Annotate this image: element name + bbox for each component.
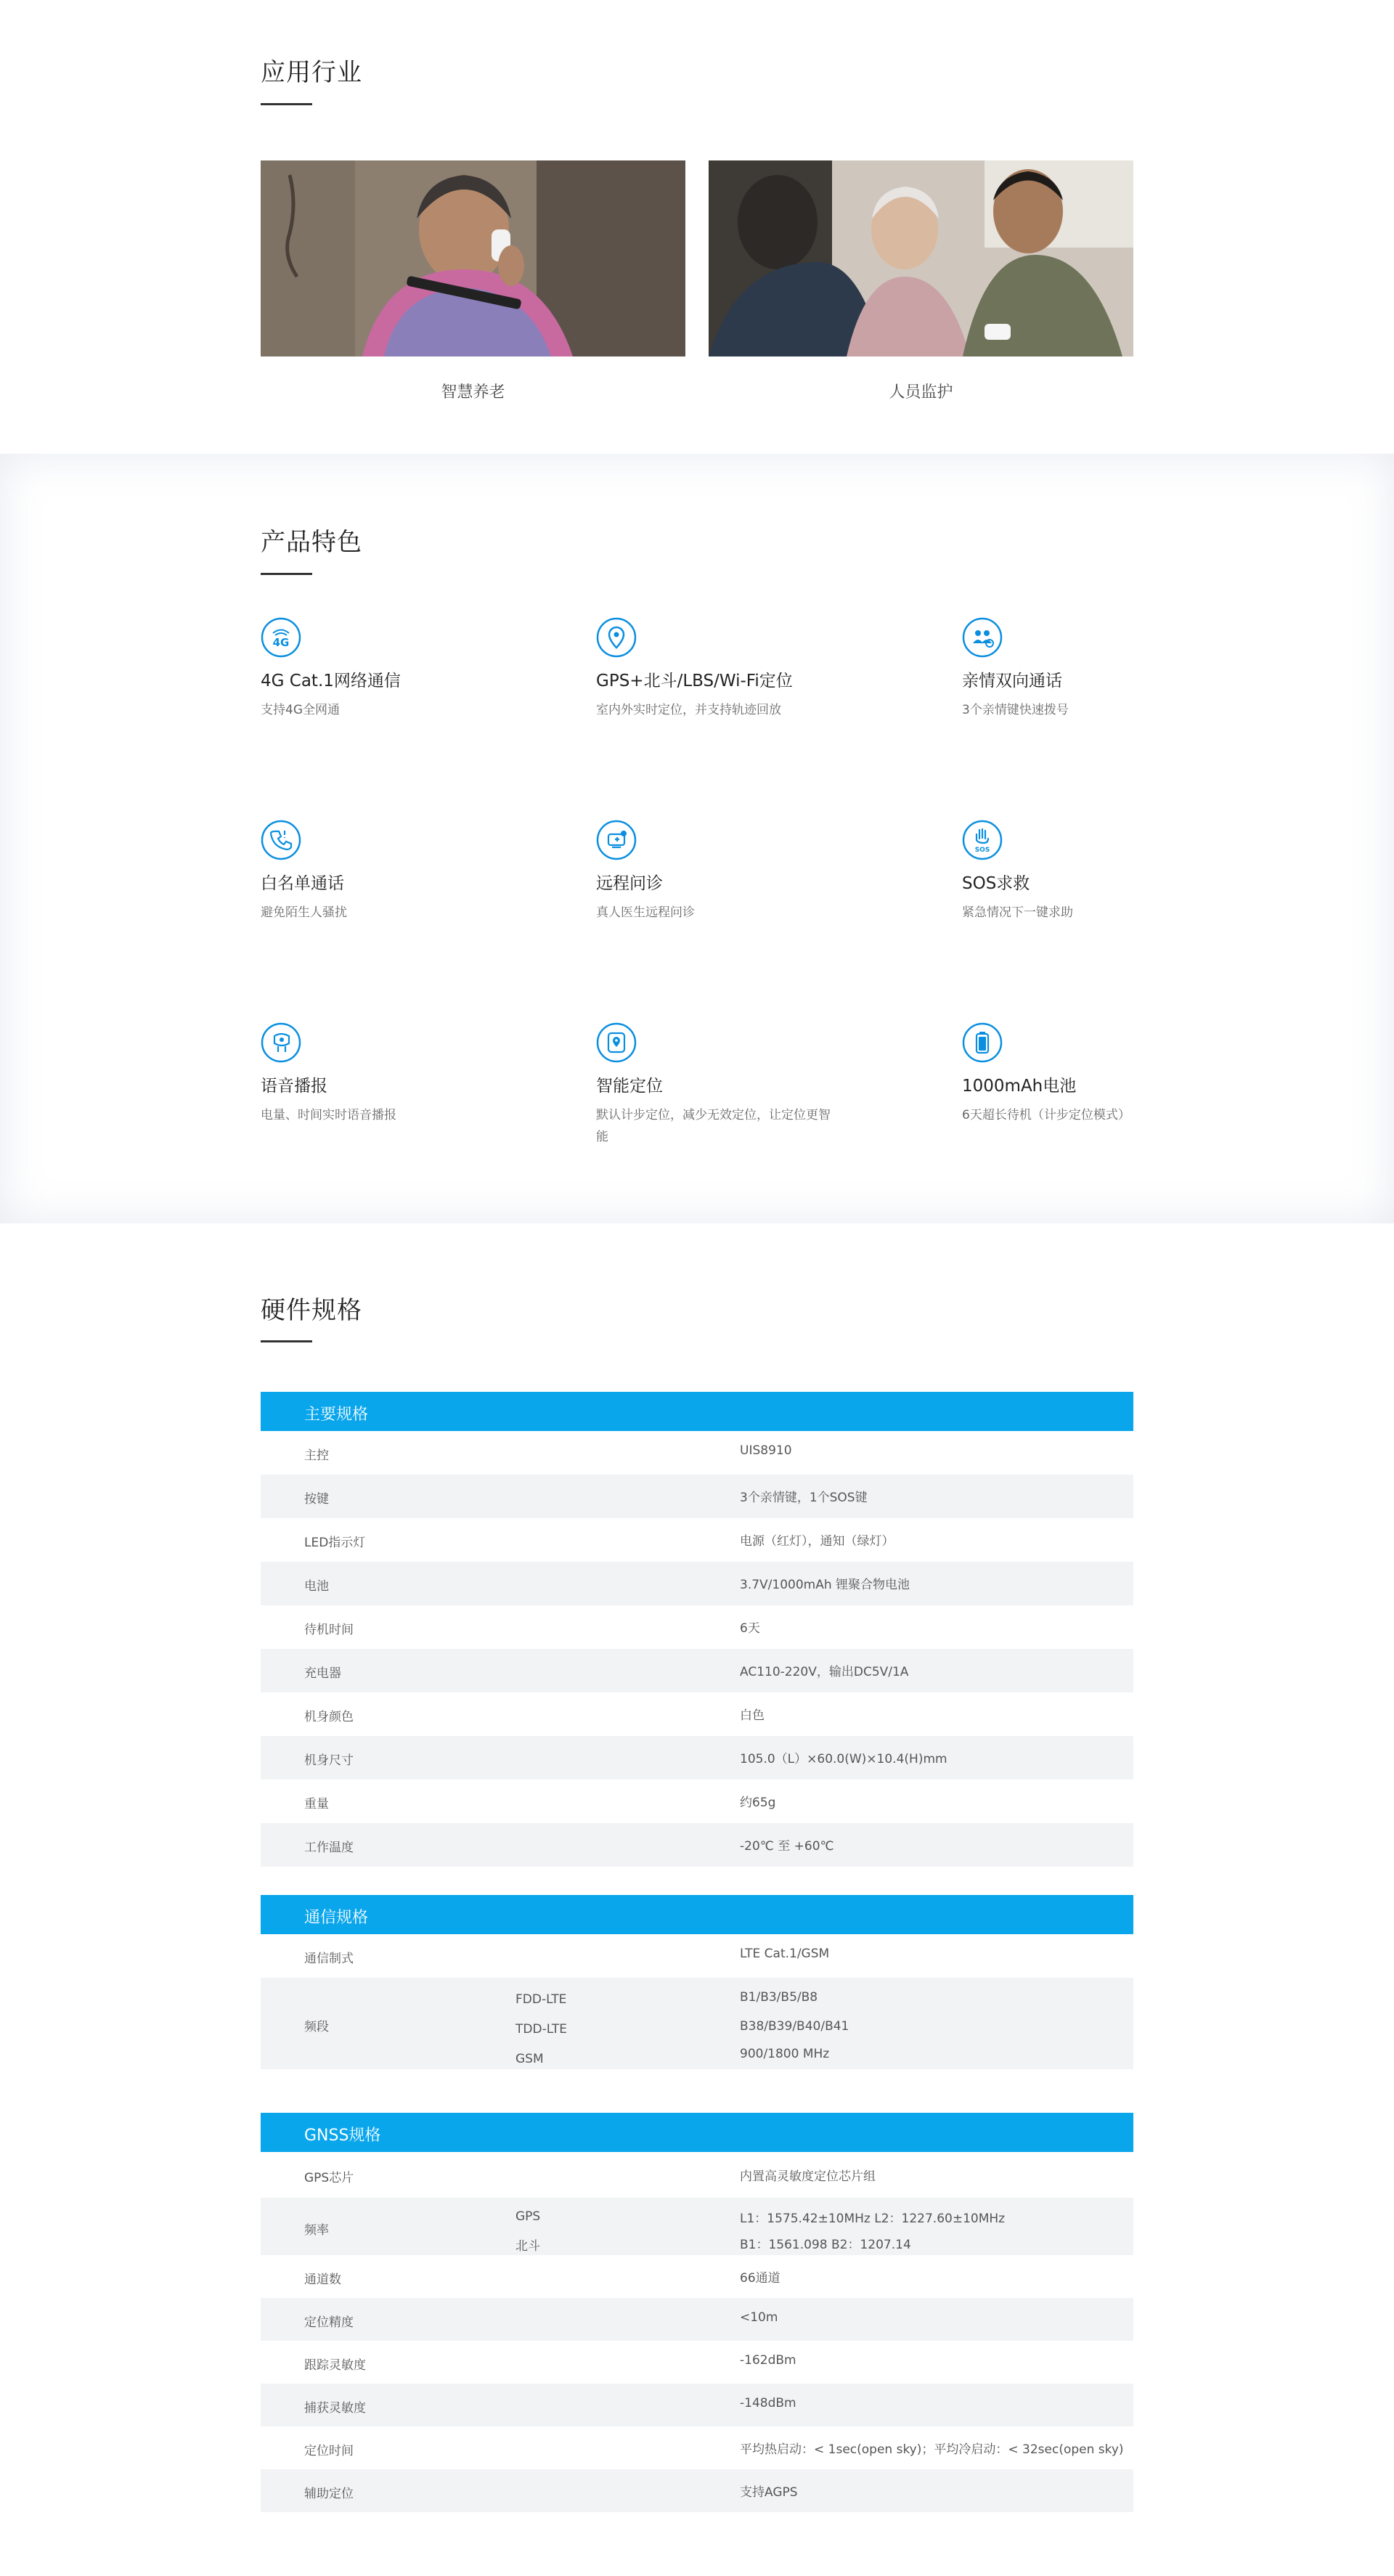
table-row <box>261 1934 1133 1978</box>
feature-title: 智能定位 <box>596 1077 663 1096</box>
phone-whitelist-icon <box>261 820 301 860</box>
spec-value: 白色 <box>740 1708 765 1723</box>
spec-value: -20℃ 至 +60℃ <box>740 1839 834 1854</box>
feature-desc: 默认计步定位，减少无效定位，让定位更智能 <box>596 1108 831 1144</box>
spec-key: LED指示灯 <box>304 1536 366 1550</box>
feature-title: SOS求救 <box>962 874 1030 893</box>
spec-key: 捕获灵敏度 <box>304 2401 366 2416</box>
table-row <box>261 2298 1133 2341</box>
spec-value: 3.7V/1000mAh 锂聚合物电池 <box>740 1578 910 1592</box>
spec-value: -162dBm <box>740 2353 796 2368</box>
spec-value: AC110-220V，输出DC5V/1A <box>740 1665 909 1679</box>
4g-icon <box>261 617 301 658</box>
industry-title: 应用行业 <box>261 58 362 87</box>
table-row <box>261 1780 1133 1823</box>
battery-icon <box>962 1022 1003 1063</box>
comm-specs-header-label: 通信规格 <box>304 1909 369 1927</box>
spec-value: B38/B39/B40/B41 <box>740 2019 849 2034</box>
spec-subkey: TDD-LTE <box>515 2022 567 2037</box>
spec-value: 105.0（L）×60.0(W)×10.4(H)mm <box>740 1752 947 1766</box>
table-row <box>261 2384 1133 2426</box>
gnss-specs-header <box>261 2113 1133 2152</box>
spec-key: 按键 <box>304 1492 329 1507</box>
spec-value: -148dBm <box>740 2396 796 2410</box>
spec-key: 频率 <box>304 2223 329 2238</box>
svg-text:4G: 4G <box>272 636 290 649</box>
feature-desc: 真人医生远程问诊 <box>596 905 695 920</box>
feature-desc: 室内外实时定位，并支持轨迹回放 <box>596 703 781 717</box>
specs-title: 硬件规格 <box>261 1296 362 1325</box>
table-row <box>261 1475 1133 1518</box>
industry-section <box>0 0 1394 454</box>
family-call-icon <box>962 617 1003 658</box>
features-title: 产品特色 <box>261 528 362 557</box>
feature-desc: 电量、时间实时语音播报 <box>261 1108 396 1122</box>
spec-key: 主控 <box>304 1448 329 1463</box>
comm-specs-header <box>261 1895 1133 1934</box>
table-row <box>261 2341 1133 2384</box>
elderly-care-photo <box>261 160 685 356</box>
table-row <box>261 2426 1133 2469</box>
spec-key: 重量 <box>304 1797 329 1811</box>
industry-card-monitoring[interactable] <box>709 160 1133 402</box>
spec-key: 电池 <box>304 1579 329 1594</box>
feature-title: 语音播报 <box>261 1077 327 1096</box>
svg-text:SOS: SOS <box>974 847 990 854</box>
spec-key: 辅助定位 <box>304 2487 354 2501</box>
location-pin-icon <box>596 617 637 658</box>
industry-title-underline <box>261 103 312 105</box>
gnss-specs-header-label: GNSS规格 <box>304 2127 381 2145</box>
feature-desc: 6天超长待机（计步定位模式） <box>962 1108 1130 1122</box>
main-specs-header <box>261 1392 1133 1431</box>
feature-desc: 支持4G全网通 <box>261 703 340 717</box>
spec-value: B1：1561.098 B2：1207.14 <box>740 2238 911 2252</box>
spec-key: 机身尺寸 <box>304 1753 354 1768</box>
industry-card-elderly-care[interactable] <box>261 160 685 402</box>
spec-key: 频段 <box>304 2020 329 2034</box>
spec-value: <10m <box>740 2310 778 2325</box>
spec-value: 电源（红灯），通知（绿灯） <box>740 1534 894 1549</box>
table-row <box>261 1518 1133 1562</box>
spec-value: L1：1575.42±10MHz L2：1227.60±10MHz <box>740 2212 1006 2226</box>
spec-value: 支持AGPS <box>740 2485 798 2500</box>
spec-subkey: GPS <box>515 2209 541 2224</box>
specs-title-underline <box>261 1340 312 1342</box>
industry-container <box>261 0 1133 454</box>
spec-value: 66通道 <box>740 2271 780 2286</box>
spec-key: GPS芯片 <box>304 2171 354 2185</box>
spec-value: 约65g <box>740 1796 776 1810</box>
feature-title: 1000mAh电池 <box>962 1077 1077 1096</box>
table-row <box>261 2198 1133 2255</box>
industry-caption: 人员监护 <box>889 383 953 402</box>
features-title-underline <box>261 573 312 575</box>
specs-container <box>261 1223 1133 2576</box>
spec-subkey: GSM <box>515 2052 544 2066</box>
spec-value: 内置高灵敏度定位芯片组 <box>740 2169 876 2184</box>
spec-key: 跟踪灵敏度 <box>304 2358 366 2373</box>
feature-desc: 避免陌生人骚扰 <box>261 905 347 920</box>
sos-hand-icon <box>962 820 1003 860</box>
feature-desc: 紧急情况下一键求助 <box>962 905 1073 920</box>
spec-key: 定位时间 <box>304 2444 354 2458</box>
spec-key: 充电器 <box>304 1666 341 1681</box>
smart-location-icon <box>596 1022 637 1063</box>
spec-value: 平均热启动：< 1sec(open sky)；平均冷启动：< 32sec(open sky) <box>740 2442 1124 2457</box>
feature-title: 亲情双向通话 <box>962 672 1062 690</box>
spec-subkey: 北斗 <box>515 2239 540 2254</box>
spec-value: LTE Cat.1/GSM <box>740 1947 830 1961</box>
feature-title: 远程问诊 <box>596 874 663 893</box>
spec-key: 通道数 <box>304 2273 341 2287</box>
remote-doctor-icon <box>596 820 637 860</box>
spec-value: 900/1800 MHz <box>740 2047 830 2061</box>
table-row <box>261 1692 1133 1736</box>
voice-broadcast-icon <box>261 1022 301 1063</box>
spec-key: 定位精度 <box>304 2315 354 2330</box>
main-specs-header-label: 主要规格 <box>304 1406 369 1424</box>
feature-title: 白名单通话 <box>261 874 344 893</box>
spec-value: UIS8910 <box>740 1443 792 1458</box>
table-row <box>261 1823 1133 1867</box>
spec-value: B1/B3/B5/B8 <box>740 1990 818 2005</box>
table-row <box>261 2255 1133 2298</box>
table-row <box>261 2469 1133 2512</box>
feature-title: 4G Cat.1网络通信 <box>261 672 401 690</box>
specs-section <box>0 1223 1394 2576</box>
feature-title: GPS+北斗/LBS/Wi-Fi定位 <box>596 672 793 690</box>
spec-value: 6天 <box>740 1621 760 1636</box>
features-section <box>0 454 1394 1223</box>
table-row <box>261 1736 1133 1780</box>
spec-subkey: FDD-LTE <box>515 1992 567 2007</box>
table-row <box>261 1605 1133 1649</box>
table-row <box>261 1978 1133 2069</box>
table-row <box>261 2152 1133 2198</box>
spec-key: 待机时间 <box>304 1623 354 1637</box>
table-row <box>261 1649 1133 1692</box>
industry-caption: 智慧养老 <box>441 383 505 402</box>
spec-key: 机身颜色 <box>304 1710 354 1724</box>
feature-desc: 3个亲情键快速拨号 <box>962 703 1069 717</box>
features-container <box>261 454 1133 1223</box>
table-row <box>261 1562 1133 1605</box>
spec-key: 工作温度 <box>304 1841 354 1855</box>
spec-key: 通信制式 <box>304 1952 354 1966</box>
monitoring-photo <box>709 160 1133 356</box>
table-row <box>261 1431 1133 1475</box>
spec-value: 3个亲情键，1个SOS键 <box>740 1491 868 1505</box>
